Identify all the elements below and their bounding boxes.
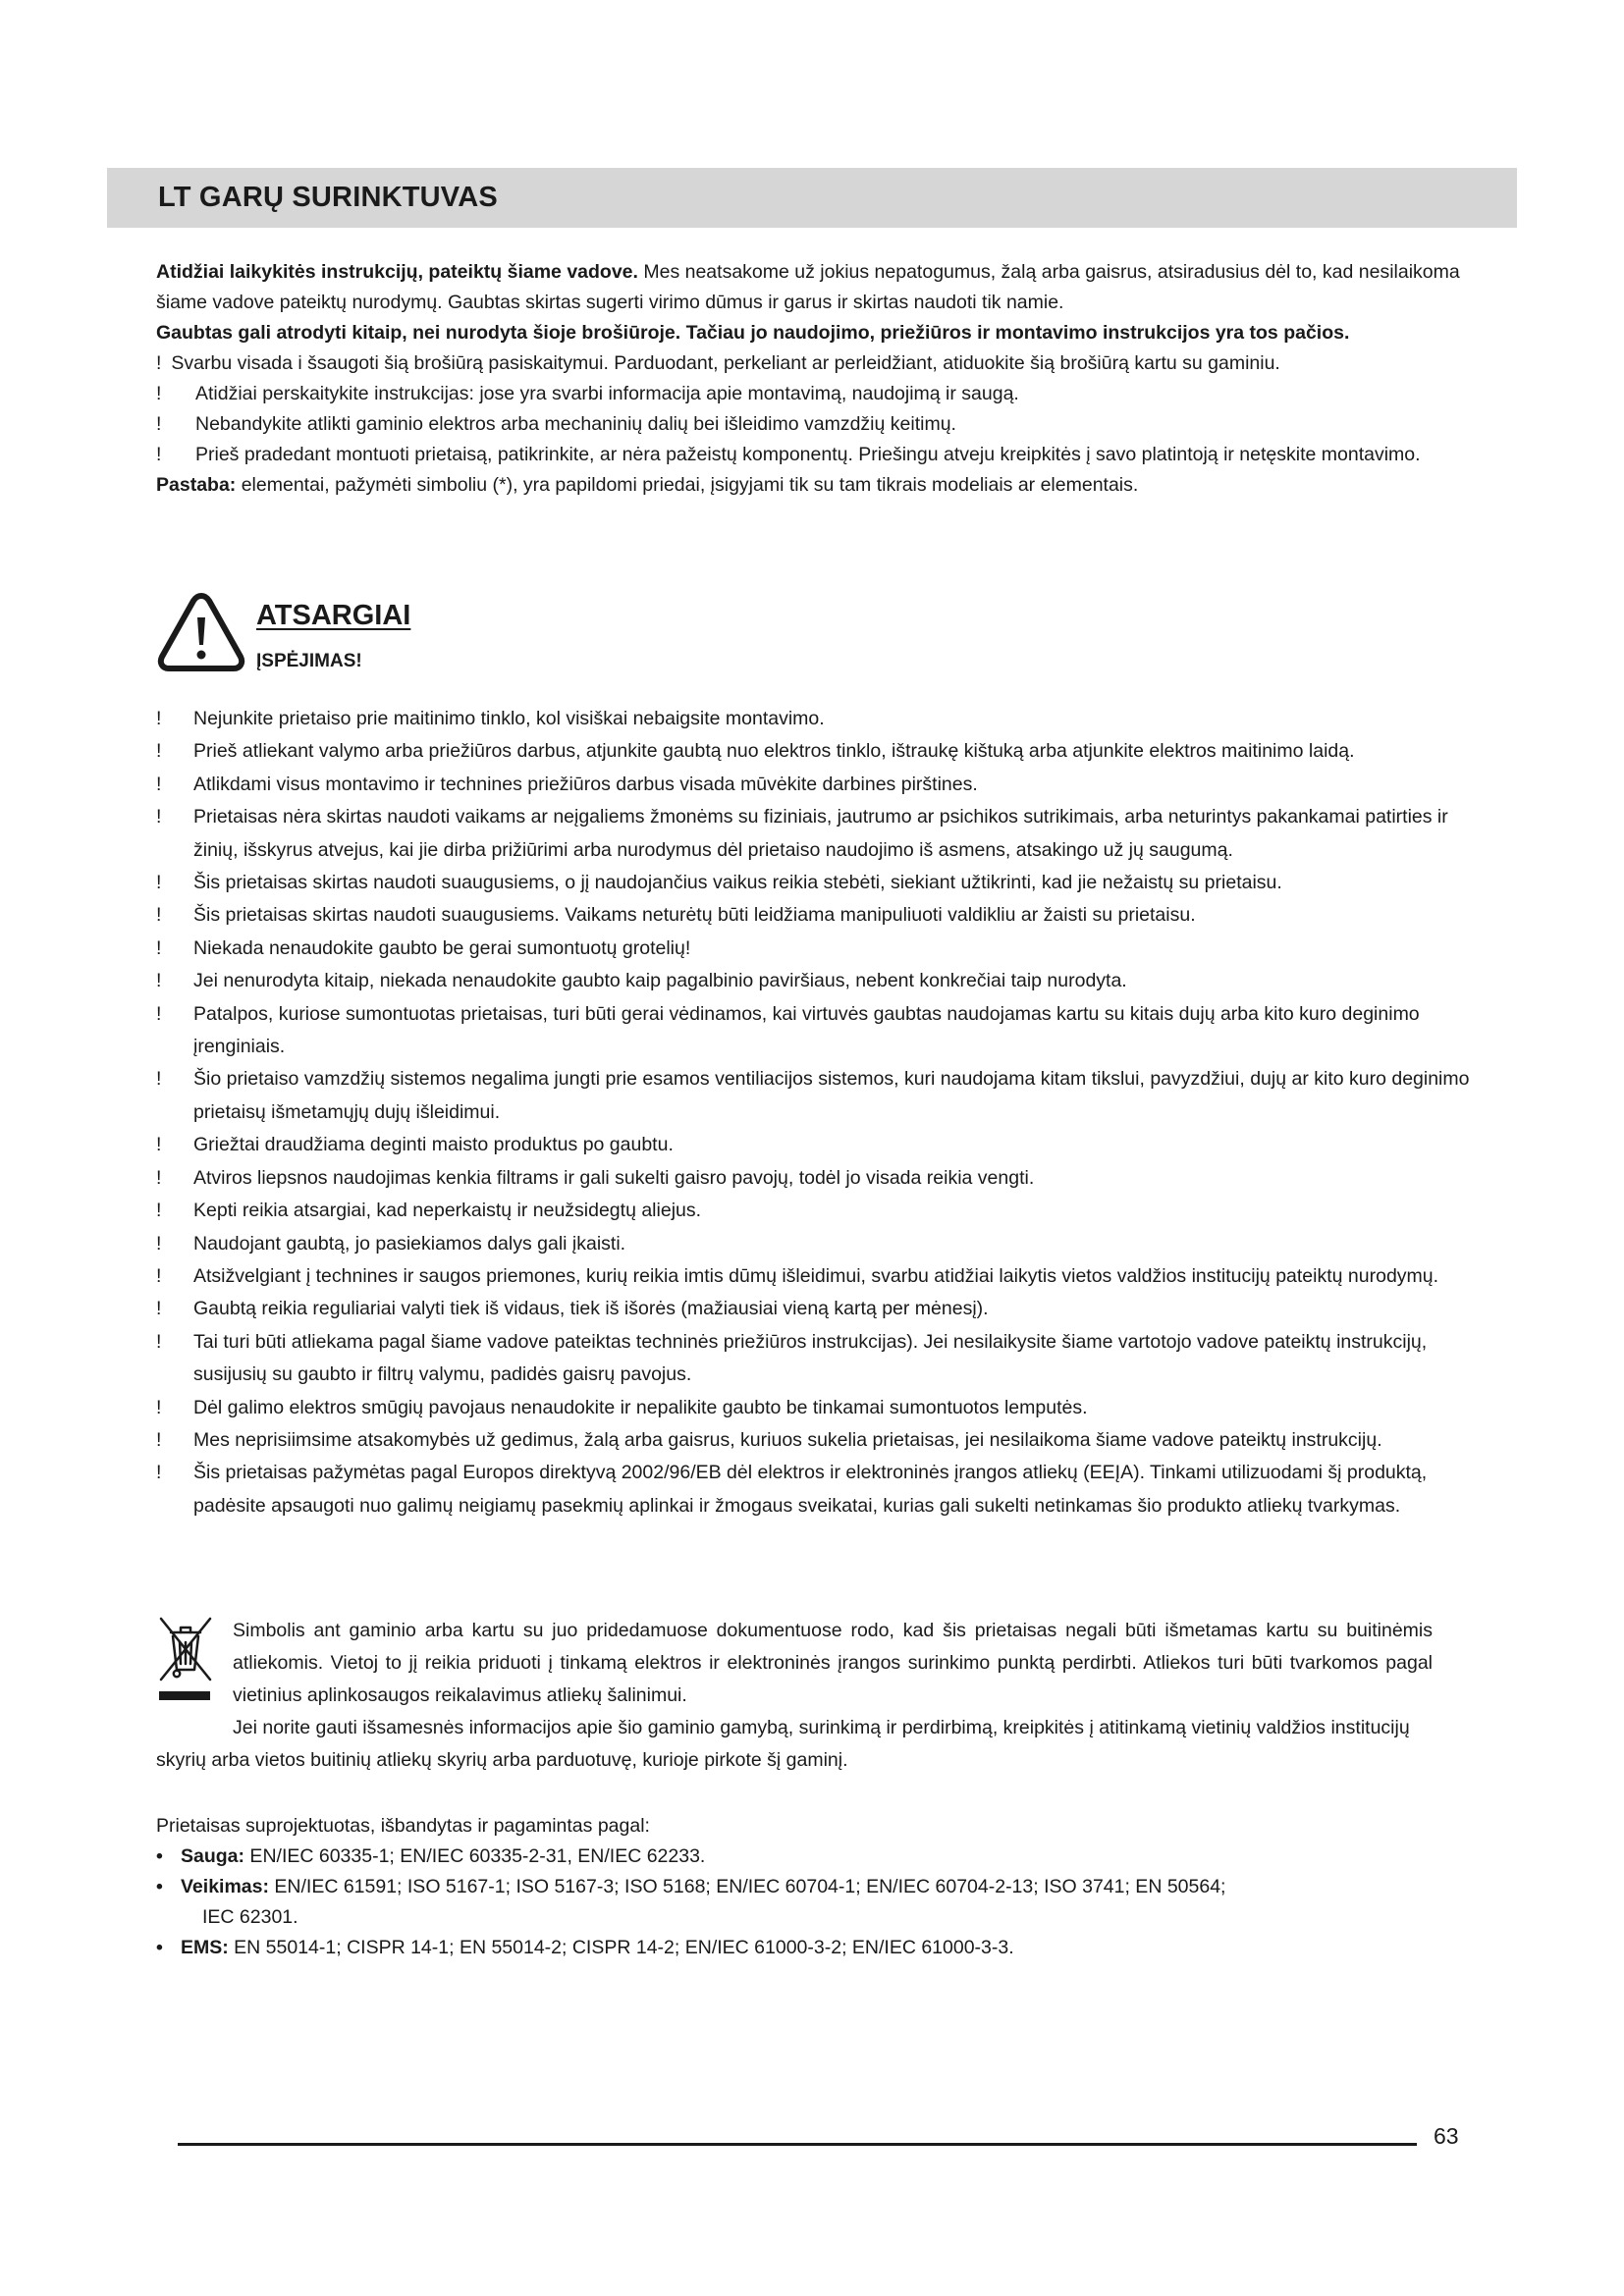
exclamation-icon: !: [156, 1002, 162, 1025]
standards-label: Veikimas:: [181, 1876, 269, 1897]
weee-paragraph: Simbolis ant gaminio arba kartu su juo pridedamuose dokumentuose rodo, kad šis prietaisas negali būti išmetamas kartu su buitinėmis atliekomis. Vietoj to jį reikia priduoti į tinkamą elektros ir elektroninės įrangos surinkimo punktą perdirbti. Atliekos turi būti tvarkomos pagal vietinius aplinkosaugos reikalavimus atliekų šalinimui.: [233, 1620, 1433, 1706]
list-item-text: Gaubtą reikia reguliariai valyti tiek iš vidaus, tiek iš išorės (mažiausiai vieną kartą per mėnesį).: [193, 1298, 989, 1320]
intro-bullet-text: Nebandykite atlikti gaminio elektros arba mechaninių dalių bei išleidimo vamzdžių keitimų.: [195, 413, 956, 435]
intro-bullet: [156, 348, 1472, 379]
exclamation-icon: !: [156, 773, 162, 795]
list-item-text: Dėl galimo elektros smūgių pavojaus nenaudokite ir nepalikite gaubto be tinkamai sumontuotos lemputės.: [193, 1396, 1088, 1418]
exclamation-icon: !: [156, 904, 162, 927]
warning-triangle-icon: [156, 590, 246, 674]
list-item: [156, 1457, 1482, 1522]
standards-text: EN/IEC 61591; ISO 5167-1; ISO 5167-3; ISO 5168; EN/IEC 60704-1; EN/IEC 60704-2-13; ISO 3741; EN 50564;: [268, 1876, 1226, 1897]
standards-continuation: IEC 62301.: [202, 1906, 298, 1928]
list-item: [156, 1260, 1482, 1293]
intro-bullet: [156, 440, 1472, 470]
bullet-icon: •: [156, 1845, 163, 1867]
exclamation-icon: !: [156, 413, 162, 435]
list-item-text: Naudojant gaubtą, jo pasiekiamos dalys gali įkaisti.: [193, 1232, 626, 1255]
list-item-text: Šio prietaiso vamzdžių sistemos negalima jungti prie esamos ventiliacijos sistemos, kuri naudojama kitam tikslui, pavyzdžiui, dujų ar kito kuro deginimo prietaisų išmetamųjų dujų išleidimui.: [193, 1068, 1470, 1123]
list-item: [156, 1293, 1482, 1325]
page-number: 63: [1434, 2123, 1459, 2149]
intro-section: [156, 257, 1472, 501]
warnings-list: [156, 703, 1482, 1522]
exclamation-icon: !: [156, 1462, 162, 1484]
section-header-band: [107, 168, 1517, 228]
exclamation-icon: !: [156, 1068, 162, 1091]
list-item: [156, 965, 1482, 997]
list-item: [156, 735, 1482, 768]
bullet-icon: •: [156, 1876, 163, 1897]
exclamation-icon: !: [156, 1264, 162, 1287]
page-title: LT GARŲ SURINKTUVAS: [158, 182, 498, 213]
warning-title: ATSARGIAI: [256, 600, 411, 631]
standards-item-performance: [156, 1872, 1433, 1902]
exclamation-icon: !: [156, 1330, 162, 1353]
footer-divider: [178, 2143, 1417, 2146]
list-item: [156, 933, 1482, 965]
standards-text: EN 55014-1; CISPR 14-1; EN 55014-2; CISPR 14-2; EN/IEC 61000-3-2; EN/IEC 61000-3-3.: [228, 1937, 1014, 1958]
exclamation-icon: !: [156, 740, 162, 763]
list-item: [156, 1063, 1482, 1129]
intro-bold-lead: Atidžiai laikykitės instrukcijų, pateiktų šiame vadove.: [156, 261, 638, 283]
list-item-text: Griežtai draudžiama deginti maisto produktus po gaubtu.: [193, 1134, 674, 1156]
exclamation-icon: !: [156, 1200, 162, 1222]
list-item: [156, 1392, 1482, 1424]
list-item-text: Atviros liepsnos naudojimas kenkia filtrams ir gali sukelti gaisro pavojų, todėl jo visada reikia vengti.: [193, 1166, 1035, 1189]
list-item-text: Mes neprisiimsime atsakomybės už gedimus, žalą arba gaisrus, kuriuos sukelia prietaisas, jei nesilaikoma šiame vadove pateiktų instrukcijų.: [193, 1428, 1382, 1451]
exclamation-icon: !: [156, 806, 162, 828]
intro-bullet-text: Atidžiai perskaitykite instrukcijas: jose yra svarbi informacija apie montavimą, naudojimą ir saugą.: [195, 383, 1019, 404]
list-item: [156, 867, 1482, 899]
intro-bullet: [156, 379, 1472, 409]
list-item: [156, 801, 1482, 867]
list-item-text: Šis prietaisas skirtas naudoti suaugusiems. Vaikams neturėtų būti leidžiama manipuliuoti valdikliu ar žaisti su prietaisu.: [193, 904, 1196, 927]
note-label: Pastaba:: [156, 474, 237, 496]
list-item: [156, 1326, 1482, 1392]
exclamation-icon: !: [156, 1232, 162, 1255]
list-item: [156, 998, 1482, 1064]
exclamation-icon: !: [156, 708, 162, 729]
list-item-text: Patalpos, kuriose sumontuotas prietaisas, turi būti gerai vėdinamos, kai virtuvės gaubtas naudojamas kartu su kitais dujų arba kito kuro deginimo įrenginiais.: [193, 1002, 1420, 1058]
list-item: [156, 899, 1482, 932]
intro-bullet-text: Prieš pradedant montuoti prietaisą, patikrinkite, ar nėra pažeistų komponentų. Priešingu atveju kreipkitės į savo platintoją ir netęskite montavimo.: [195, 444, 1421, 465]
weee-section: [156, 1615, 1433, 1777]
bullet-icon: •: [156, 1937, 163, 1958]
list-item-text: Šis prietaisas pažymėtas pagal Europos direktyvą 2002/96/EB dėl elektros ir elektroninės įrangos atliekų (EEĮA). Tinkami utilizuodami šį produktą, padėsite apsaugoti nuo galimų neigiamų pasekmių aplinkai ir žmogaus sveikatai, kurias gali sukelti netinkamas šio produkto atliekų tvarkymas.: [193, 1462, 1428, 1517]
exclamation-icon: !: [156, 1134, 162, 1156]
standards-label: Sauga:: [181, 1845, 245, 1867]
intro-paragraph: [156, 257, 1472, 318]
intro-bullet-text: Svarbu visada i šsaugoti šią brošiūrą pasiskaitymui. Parduodant, perkeliant ar perleidžiant, atiduokite šią brošiūrą kartu su gaminiu.: [171, 352, 1280, 374]
standards-item-safety: [156, 1842, 1433, 1872]
appearance-note: Gaubtas gali atrodyti kitaip, nei nurodyta šioje brošiūroje. Tačiau jo naudojimo, priežiūros ir montavimo instrukcijos yra tos pačios.: [156, 322, 1350, 344]
note-text: elementai, pažymėti simboliu (*), yra papildomi priedai, įsigyjami tik su tam tikrais modeliais ar elementais.: [236, 474, 1139, 496]
warning-subtitle: ĮSPĖJIMAS!: [256, 651, 362, 671]
list-item-text: Šis prietaisas skirtas naudoti suaugusiems, o jį naudojančius vaikus reikia stebėti, siekiant užtikrinti, kad jie nežaistų su prietaisu.: [193, 872, 1282, 894]
list-item: [156, 703, 1482, 735]
exclamation-icon: !: [156, 872, 162, 894]
list-item: [156, 1129, 1482, 1161]
list-item: [156, 1162, 1482, 1195]
list-item: [156, 1424, 1482, 1457]
weee-info-paragraph: Jei norite gauti išsamesnės informacijos apie šio gaminio gamybą, surinkimą ir perdirbimą, kreipkitės į atitinkamą vietinių valdžios institucijų skyrių arba vietos buitinių atliekų skyrių arba parduotuvę, kurioje pirkote šį gaminį.: [156, 1717, 1410, 1771]
list-item-text: Atlikdami visus montavimo ir technines priežiūros darbus visada mūvėkite darbines pirštines.: [193, 773, 978, 795]
warning-heading: [156, 590, 745, 688]
standards-label: EMS:: [181, 1937, 229, 1958]
standards-item-emc: [156, 1933, 1433, 1963]
exclamation-icon: !: [156, 1166, 162, 1189]
intro-text: Mes neatsakome už jokius nepatogumus, žalą arba gaisrus, atsiradusius dėl to, kad nesilaikoma šiame vadove pateiktų nurodymų. Gaubtas skirtas sugerti virimo dūmus ir garus ir skirtas naudoti tik namie.: [156, 261, 1460, 313]
list-item-text: Nejunkite prietaiso prie maitinimo tinklo, kol visiškai nebaigsite montavimo.: [193, 708, 825, 729]
intro-bullet: [156, 409, 1472, 440]
exclamation-icon: !: [156, 352, 162, 374]
list-item: [156, 769, 1482, 801]
exclamation-icon: !: [156, 1396, 162, 1418]
list-item-text: Tai turi būti atliekama pagal šiame vadove pateiktas techninės priežiūros instrukcijas). Jei nesilaikysite šiame vartotojo vadove pateiktų instrukcijų, susijusių su gaubto ir filtrų valymu, padidės gaisrų pavojus.: [193, 1330, 1428, 1386]
exclamation-icon: !: [156, 1298, 162, 1320]
standards-text: EN/IEC 60335-1; EN/IEC 60335-2-31, EN/IEC 62233.: [244, 1845, 706, 1867]
exclamation-icon: !: [156, 444, 162, 465]
exclamation-icon: !: [156, 1428, 162, 1451]
standards-section: [156, 1811, 1433, 1963]
list-item-text: Niekada nenaudokite gaubto be gerai sumontuotų grotelių!: [193, 936, 691, 959]
list-item-text: Prieš atliekant valymo arba priežiūros darbus, atjunkite gaubtą nuo elektros tinklo, ištraukę kištuką arba atjunkite elektros maitinimo laidą.: [193, 740, 1355, 763]
note-paragraph: [156, 470, 1472, 501]
exclamation-icon: !: [156, 383, 162, 404]
list-item-text: Jei nenurodyta kitaip, niekada nenaudokite gaubto kaip pagalbinio paviršiaus, nebent konkrečiai taip nurodyta.: [193, 970, 1127, 992]
list-item-text: Atsižvelgiant į technines ir saugos priemones, kurių reikia imtis dūmų išleidimui, svarbu atidžiai laikytis vietos valdžios institucijų pateiktų nurodymų.: [193, 1264, 1439, 1287]
exclamation-icon: !: [156, 936, 162, 959]
exclamation-icon: !: [156, 970, 162, 992]
list-item: [156, 1228, 1482, 1260]
standards-intro: Prietaisas suprojektuotas, išbandytas ir pagamintas pagal:: [156, 1815, 650, 1837]
list-item-text: Kepti reikia atsargiai, kad neperkaistų ir neužsidegtų aliejus.: [193, 1200, 702, 1222]
list-item-text: Prietaisas nėra skirtas naudoti vaikams ar neįgaliems žmonėms su fiziniais, jautrumo ar psichikos sutrikimais, arba neturintys pakankamai patirties ir žinių, išskyrus atvejus, kai jie dirba prižiūrimi arba nurodymus dėl prietaiso naudojimo iš asmens, atsakingo už jų saugumą.: [193, 806, 1448, 861]
list-item: [156, 1195, 1482, 1227]
